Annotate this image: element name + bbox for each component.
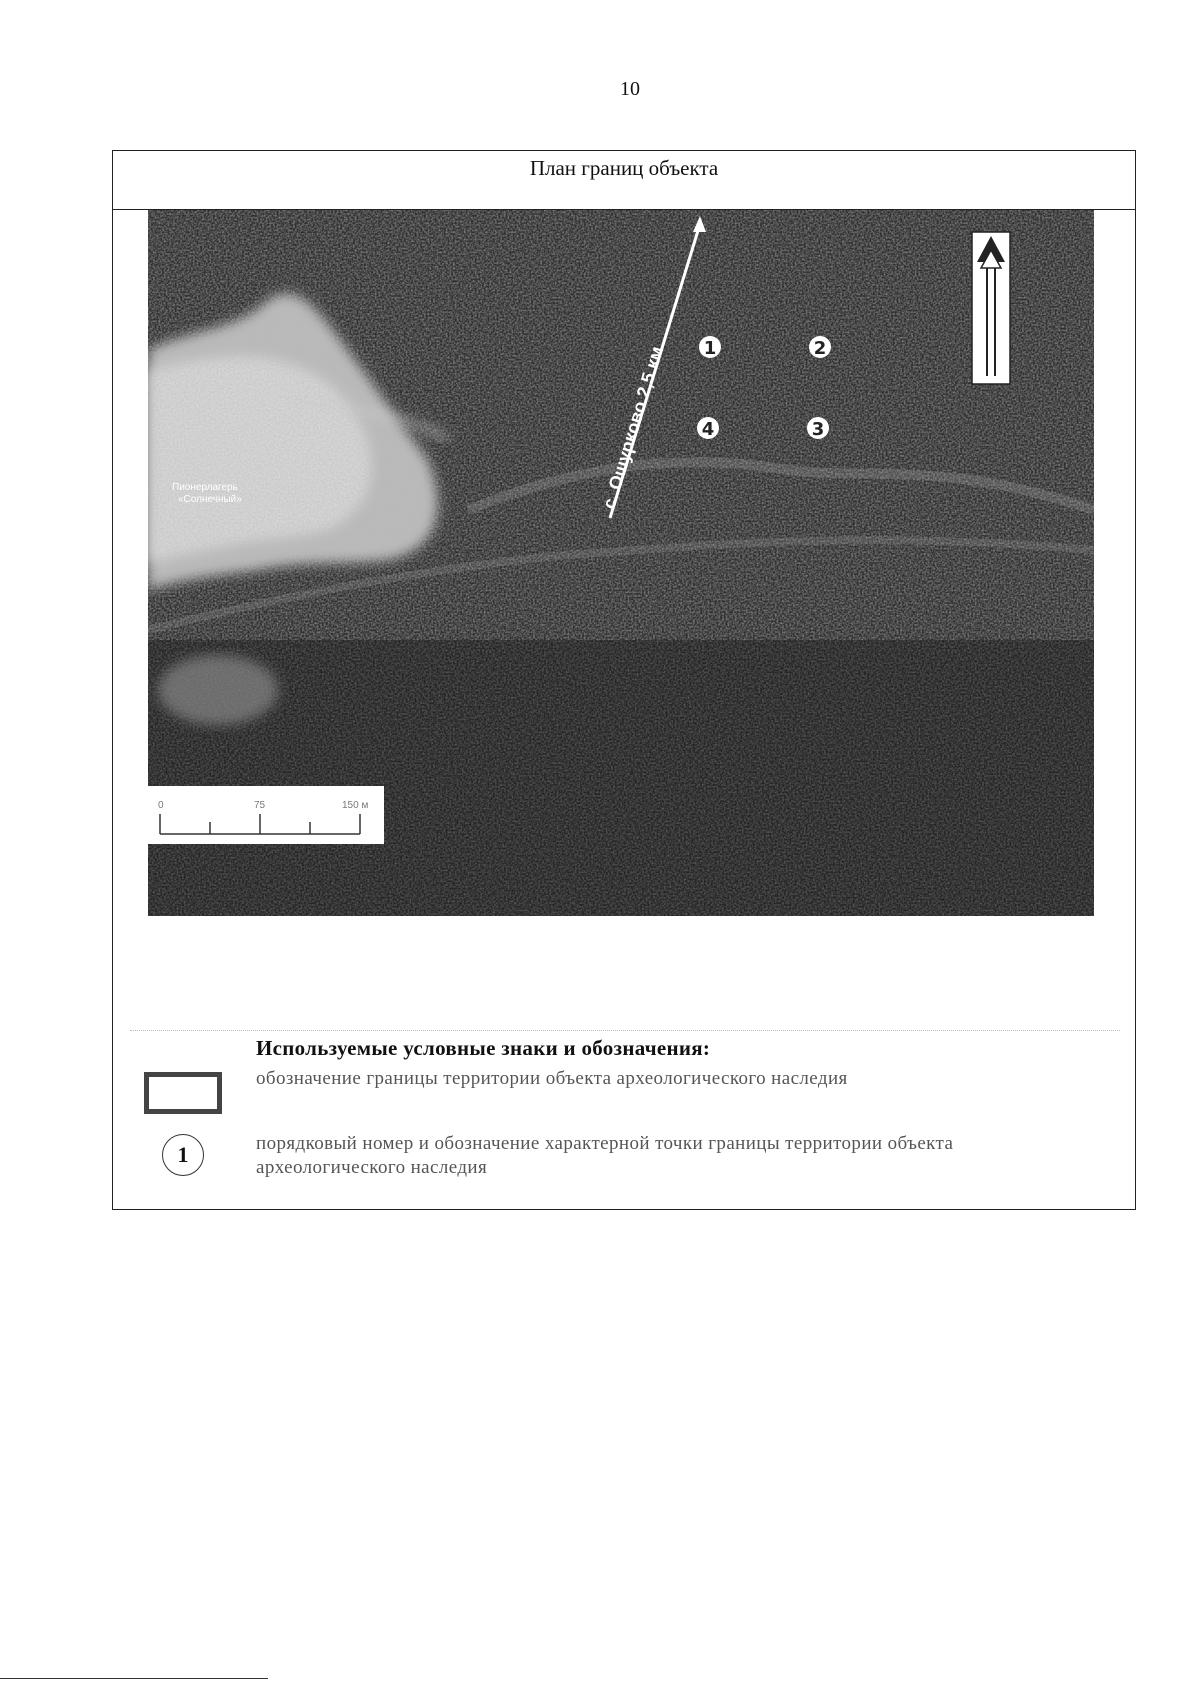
scale-bar [148, 786, 384, 844]
settlement-label-line1: Пионерлагерь [172, 482, 238, 493]
north-arrow-icon [972, 232, 1010, 384]
legend-title: Используемые условные знаки и обозначения: [256, 1036, 711, 1060]
svg-text:1: 1 [703, 338, 717, 359]
settlement-label-line2: «Солнечный» [178, 494, 242, 505]
scale-tick-0: 0 [158, 800, 164, 811]
satellite-map-image [148, 210, 1094, 916]
svg-text:4: 4 [701, 419, 715, 440]
satellite-map [148, 210, 1094, 916]
legend-point-text: порядковый номер и обозначение характерной точки границы территории объекта археологического наследия [256, 1133, 954, 1178]
svg-text:2: 2 [813, 338, 827, 359]
frame-title: План границ объекта [529, 156, 719, 180]
svg-text:3: 3 [811, 419, 825, 440]
boundary-swatch-icon [144, 1072, 222, 1114]
page-number: 10 [620, 78, 640, 100]
road-label: с. Ошурково 2,5 км [598, 343, 668, 512]
legend-boundary-text: обозначение границы территории объекта археологического наследия [256, 1068, 848, 1089]
point-swatch-icon: 1 [162, 1134, 204, 1176]
scale-tick-150: 150 м [342, 800, 369, 811]
legend-divider [130, 1030, 1120, 1031]
footnote-divider [0, 1678, 268, 1679]
scale-tick-75: 75 [254, 800, 266, 811]
